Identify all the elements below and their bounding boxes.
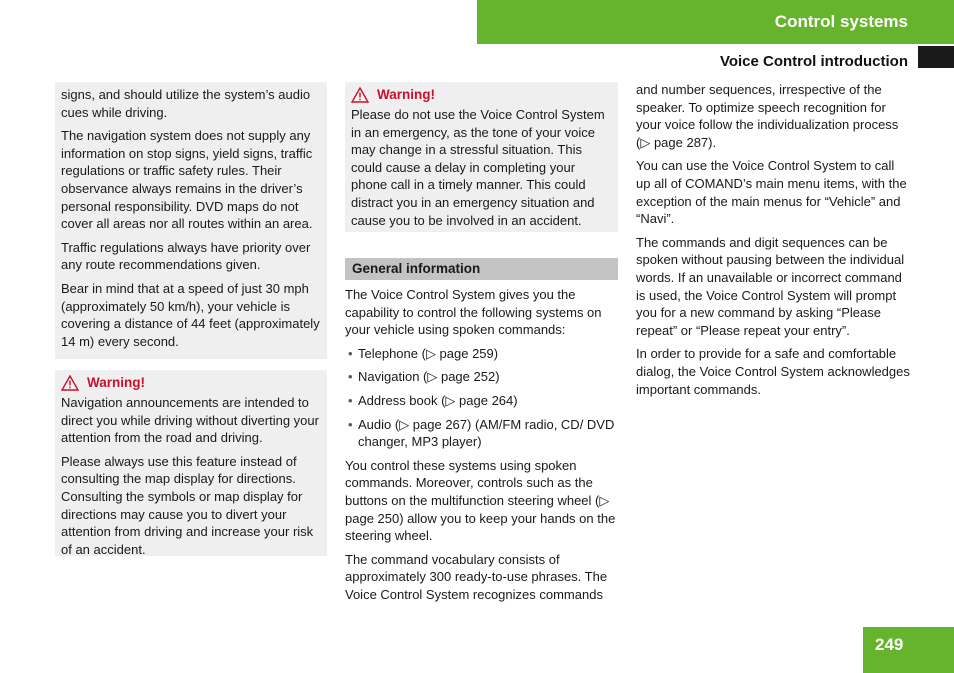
column-3-body bbox=[636, 81, 912, 404]
bullet-icon: • bbox=[348, 416, 353, 432]
command-list bbox=[345, 345, 621, 451]
subsection-title: Voice Control introduction bbox=[719, 53, 908, 70]
paragraph: Traffic regulations always have priority over any route recommendations given. bbox=[61, 239, 311, 273]
warning-label: Warning! bbox=[377, 87, 435, 102]
paragraph: Navigation announcements are intended to direct you while driving without diverting your attention from the road and driving. bbox=[61, 395, 319, 446]
list-item bbox=[345, 392, 621, 410]
section-heading: General information bbox=[345, 258, 618, 280]
bullet-icon: • bbox=[348, 369, 353, 385]
warning-heading bbox=[351, 86, 612, 104]
list-item-text: Audio (▷ page 267) (AM/FM radio, CD/ DVD changer, MP3 player) bbox=[358, 416, 615, 450]
list-item bbox=[345, 368, 621, 386]
paragraph: The commands and digit sequences can be spoken without pausing between the individual words. If an unavailable or incorrect command is used, the Voice Control System will prompt you for a new command by asking “Please repeat” or “Please repeat your entry”. bbox=[636, 234, 905, 338]
paragraph: Bear in mind that at a speed of just 30 mph (approximately 50 km/h), your vehicle is covering a distance of 44 feet (approximately 14 m) every second. bbox=[61, 280, 320, 349]
warning-box bbox=[345, 82, 618, 232]
warning-label: Warning! bbox=[87, 375, 145, 390]
paragraph: signs, and should utilize the system’s audio cues while driving. bbox=[61, 87, 311, 120]
list-item bbox=[345, 416, 621, 451]
warning-box bbox=[55, 370, 327, 556]
paragraph: The navigation system does not supply any information on stop signs, yield signs, traffic regulations or traffic safety rules. Their observance always remains in the driver’s personal responsibility. DVD maps do not cover all areas nor all routes within an area. bbox=[61, 128, 313, 232]
list-item-text: Navigation (▷ page 252) bbox=[358, 369, 500, 385]
paragraph: The command vocabulary consists of approximately 300 ready-to-use phrases. The Voice Control System recognizes commands bbox=[345, 551, 608, 602]
paragraph: You control these systems using spoken commands. Moreover, controls such as the buttons on the multifunction steering wheel (▷ page 250) allow you to keep your hands on the steering wheel. bbox=[345, 457, 616, 544]
section-title: Control systems bbox=[774, 12, 908, 31]
paragraph: The Voice Control System gives you the capability to control the following systems on your vehicle using spoken commands: bbox=[345, 287, 602, 338]
page-number: 249 bbox=[875, 635, 904, 654]
paragraph: In order to provide for a safe and comfortable dialog, the Voice Control System acknowledges important commands. bbox=[636, 346, 910, 397]
list-item bbox=[345, 345, 621, 363]
chapter-tab-marker bbox=[918, 46, 954, 68]
list-item-text: Telephone (▷ page 259) bbox=[358, 345, 499, 361]
page-number-box bbox=[863, 627, 954, 673]
paragraph: Please do not use the Voice Control System in an emergency, as the tone of your voice may change in a stressful situation. This could cause a delay in completing your phone call in a timely manner. This could distract you in an emergency situation and cause you to be involved in an accident. bbox=[351, 107, 605, 228]
paragraph: and number sequences, irrespective of the speaker. To optimize speech recognition for your voice follow the individualization process (▷ page 287). bbox=[636, 82, 899, 150]
info-box bbox=[55, 82, 327, 359]
list-item-text: Address book (▷ page 264) bbox=[358, 392, 518, 408]
warning-heading bbox=[61, 374, 321, 392]
bullet-icon: • bbox=[348, 345, 353, 361]
paragraph: Please always use this feature instead of consulting the map display for directions. Consulting the symbols or map display for directions may cause you to divert your attention from driving and increase your risk of an accident. bbox=[61, 453, 314, 557]
warning-triangle-icon bbox=[61, 375, 79, 391]
bullet-icon: • bbox=[348, 392, 353, 408]
warning-triangle-icon bbox=[351, 87, 369, 103]
paragraph: You can use the Voice Control System to call up all of COMAND’s main menu items, with the exception of the main menus for “Vehicle” and “Navi”. bbox=[636, 158, 907, 227]
column-2-body bbox=[345, 286, 621, 610]
